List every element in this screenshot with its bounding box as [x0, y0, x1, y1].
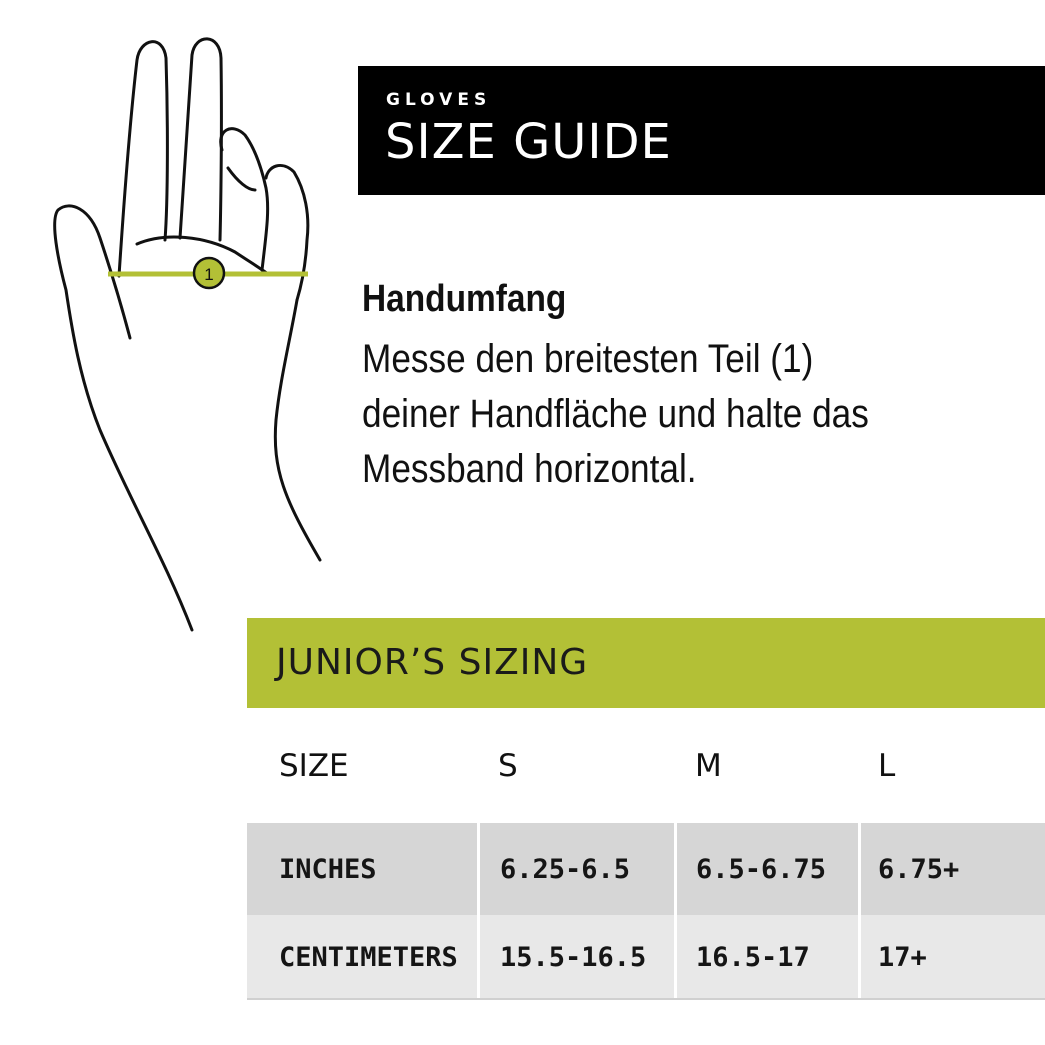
column-header-m: M — [695, 748, 722, 784]
section-title: JUNIOR’S SIZING — [276, 642, 589, 683]
measurement-marker-label: 1 — [204, 265, 214, 284]
section-header — [247, 618, 1045, 708]
instruction-text — [362, 332, 996, 497]
table-cell: 6.5-6.75 — [677, 823, 858, 915]
instruction-line: Messe den breitesten Teil (1) — [362, 337, 814, 381]
table-row — [247, 915, 1045, 1000]
category-label: GLOVES — [386, 90, 492, 110]
table-cell: 16.5-17 — [677, 915, 858, 1000]
table-row — [247, 823, 1045, 915]
hand-measurement-diagram — [0, 0, 340, 640]
row-label: INCHES — [247, 823, 477, 915]
column-header-size: SIZE — [279, 748, 349, 784]
table-cell: 6.25-6.5 — [480, 823, 674, 915]
row-label: CENTIMETERS — [247, 915, 477, 1000]
table-bottom-divider — [247, 998, 1045, 1000]
table-cell: 15.5-16.5 — [480, 915, 674, 1000]
title-banner — [358, 66, 1045, 195]
table-cell: 17+ — [861, 915, 1045, 1000]
table-cell: 6.75+ — [861, 823, 1045, 915]
instruction-line: deiner Handfläche und halte das — [362, 392, 869, 436]
page-title: SIZE GUIDE — [385, 114, 672, 170]
column-header-s: S — [498, 748, 518, 784]
instruction-heading: Handumfang — [362, 278, 567, 320]
instruction-line: Messband horizontal. — [362, 447, 697, 491]
column-header-l: L — [878, 748, 896, 784]
